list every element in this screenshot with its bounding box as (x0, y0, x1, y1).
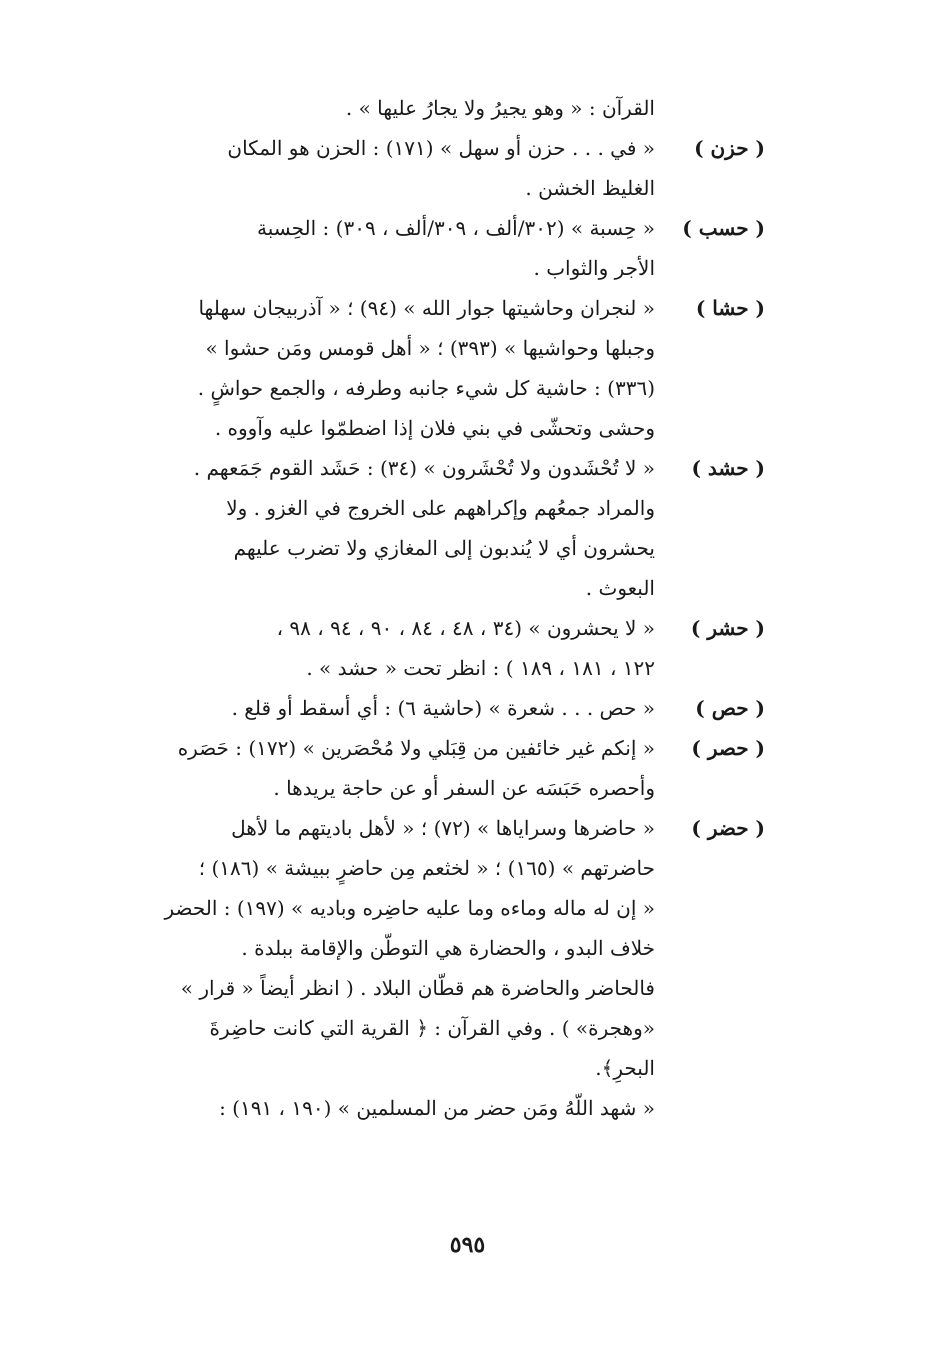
entry-hsha (125, 288, 765, 448)
page-number: ٥٩٥ (449, 1232, 486, 1258)
headword: ( حشر ) (690, 616, 765, 640)
entry-text (125, 808, 655, 1088)
headword: ( حشد ) (691, 456, 765, 480)
entry-hsr (125, 728, 765, 808)
headword: ( حضر ) (691, 816, 765, 840)
entry-text (125, 128, 655, 208)
entry-hs (125, 688, 765, 728)
entry-line: وأحصره حَبَسَه عن السفر أو عن حاجة يريدها . (273, 776, 655, 800)
entry-line: « حاضرها وسراياها » (٧٢) ؛ « لأهل باديتهم ما لأهل (231, 816, 655, 840)
entry-line: وحشى وتحشّى في بني فلان إذا اضطمّوا عليه وآووه . (214, 416, 655, 440)
entry-line: الأجر والثواب . (533, 256, 655, 280)
headword: ( حشا ) (695, 296, 765, 320)
headword: ( حسب ) (682, 216, 765, 240)
entry-text (125, 208, 655, 288)
entry-text (125, 608, 655, 688)
entry-line: « لا يحشرون » (٣٤ ، ٤٨ ، ٨٤ ، ٩٠ ، ٩٤ ، ٩٨ ، (276, 616, 655, 640)
entry-line: خلاف البدو ، والحضارة هي التوطّن والإقامة ببلدة . (241, 936, 655, 960)
entry-line: ١٢٢ ، ١٨١ ، ١٨٩ ) : انظر تحت « حشد » . (306, 656, 655, 680)
entry-text (125, 448, 655, 608)
entry-line: « في . . . حزن أو سهل » (١٧١) : الحزن هو المكان (227, 136, 655, 160)
entry-text (125, 688, 655, 728)
entry-line: « حص . . . شعرة » (حاشية ٦) : أي أسقط أو قلع . (231, 696, 655, 720)
entries-list (125, 128, 765, 1128)
trailing-line: « شهد اللّهُ ومَن حضر من المسلمين » (١٩٠ ، ١٩١) : (219, 1096, 655, 1120)
entry-line: « إنكم غير خائفين من قِبَلي ولا مُحْصَرين » (١٧٢) : حَصَره (177, 736, 655, 760)
entry-line: البعوث . (585, 576, 655, 600)
entry-line: (٣٣٦) : حاشية كل شيء جانبه وطرفه ، والجمع حواشٍ . (197, 376, 655, 400)
headword: ( حصر ) (691, 736, 765, 760)
entry-hdr (125, 808, 765, 1088)
entry-line: فالحاضر والحاضرة هم قطّان البلاد . ( انظر أيضاً « قرار » (180, 976, 655, 1000)
entry-line: « حِسبة » (٣٠٢/ألف ، ٣٠٩/ألف ، ٣٠٩) : الحِسبة (257, 216, 655, 240)
entry-hshr (125, 608, 765, 688)
entry-text (125, 728, 655, 808)
entry-hzn (125, 128, 765, 208)
entry-line: يحشرون أي لا يُندبون إلى المغازي ولا تضرب عليهم (233, 536, 655, 560)
entry-line: « إن له ماله وماءه وما عليه حاضِره وباديه » (١٩٧) : الحضر (164, 896, 655, 920)
entry-line: البحرِ﴾. (595, 1056, 655, 1080)
entry-line: «وهجرة» ) . وفي القرآن : ﴿ القرية التي كانت حاضِرةَ (209, 1016, 655, 1040)
headword: ( حص ) (695, 696, 765, 720)
entry-hshd (125, 448, 765, 608)
continuation-line: القرآن : « وهو يجيرُ ولا يجارُ عليها » . (345, 96, 655, 120)
headword: ( حزن ) (694, 136, 765, 160)
entry-text (125, 288, 655, 448)
entry-line: « لنجران وحاشيتها جوار الله » (٩٤) ؛ « آذربيجان سهلها (198, 296, 655, 320)
entry-line: والمراد جمعُهم وإكراههم على الخروج في الغزو . ولا (226, 496, 655, 520)
entry-line: وجبلها وحواشيها » (٣٩٣) ؛ « أهل قومس ومَن حشوا » (205, 336, 655, 360)
entry-hsb (125, 208, 765, 288)
entry-line: « لا تُحْشَدون ولا تُحْشَرون » (٣٤) : حَشَد القوم جَمَعهم . (193, 456, 655, 480)
entry-line: حاضرتهم » (١٦٥) ؛ « لخثعم مِن حاضرٍ ببيشة » (١٨٦) ؛ (198, 856, 655, 880)
entry-line: الغليظ الخشن . (525, 176, 655, 200)
